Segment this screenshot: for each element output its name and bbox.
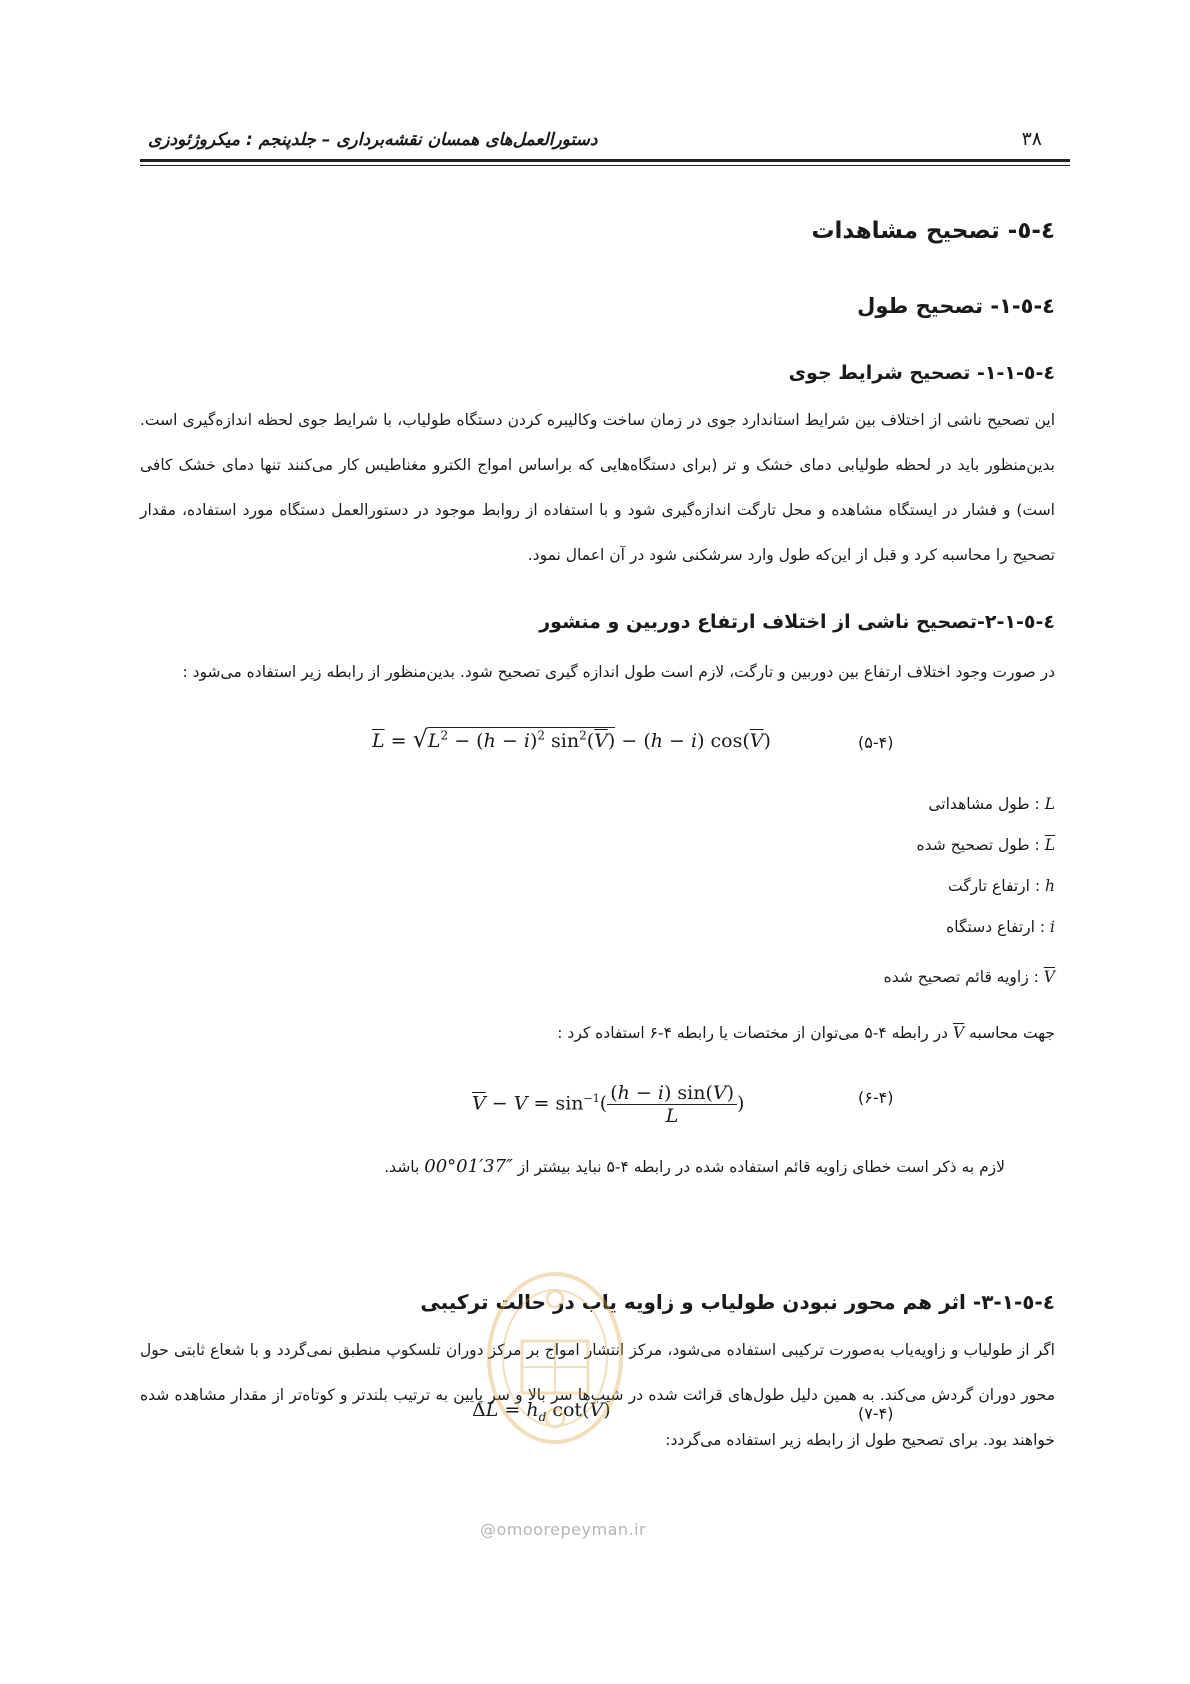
watermark-seal-icon — [480, 1263, 630, 1453]
definition-h: h : ارتفاع تارگت — [947, 877, 1055, 895]
definition-i: i : ارتفاع دستگاه — [946, 918, 1055, 936]
at-icon: @ — [480, 1520, 497, 1539]
page-number: ۳۸ — [1021, 128, 1042, 150]
equation-number: (۷-۴) — [858, 1404, 894, 1423]
subsubsection-heading-atmospheric: ٤-٥-١-١- تصحیح شرایط جوی — [788, 362, 1055, 384]
section-heading: ٤-٥- تصحیح مشاهدات — [811, 218, 1055, 244]
equation-7-4: $\Delta L = h_d$ cot(V) — [472, 1399, 611, 1424]
header-rule-thick — [140, 159, 1070, 162]
paragraph-height-difference: در صورت وجود اختلاف ارتفاع بین دوربین و تارگت، لازم است طول اندازه گیری تصحیح شود. بدین‌منظور از رابطه زیر استفاده می‌شود : — [182, 663, 1055, 681]
definition-V-bar: V : زاویه قائم تصحیح شده — [883, 968, 1055, 986]
equation-5-4: $\overline{L} = √L^2 - (h - i)^2$ $\sin^2(\overline{V}) - (h - i)$ $\cos(\overline{V})$ — [372, 725, 771, 753]
definition-L-bar: L : طول تصحیح شده — [916, 836, 1055, 854]
subsection-heading-length-correction: ٤-٥-١- تصحیح طول — [857, 294, 1055, 318]
watermark-text: @omoorepeyman.ir — [480, 1520, 647, 1539]
subsubsection-heading-height-difference: ٤-٥-١-٢-تصحیح ناشی از اختلاف ارتفاع دوربین و منشور — [539, 611, 1055, 633]
paragraph-eccentricity: اگر از طولیاب و زاویه‌یاب به‌صورت ترکیبی استفاده می‌شود، مرکز انتشار امواج بر مرکز دوران تلسکوپ منطبق نمی‌گردد و با شعاع ثابتی حول محور دوران گردش می‌کند. به همین دلیل طول‌های قرائت شده در شیب‌ها سر بالا و سر پایین به ترتیب بلندتر و کوتاه‌تر از مقدار مشاهده شده خواهند بود. برای تصحیح طول از رابطه زیر استفاده می‌گردد: — [140, 1341, 1055, 1449]
equation-number: (۶-۴) — [858, 1088, 894, 1107]
definition-L: L : طول مشاهداتی — [928, 795, 1055, 813]
angle-tolerance-note: لازم به ذکر است خطای زاویه قائم استفاده شده در رابطه ۴-۵ نباید بیشتر از 00°01′37″ باشد. — [384, 1156, 1005, 1177]
paragraph-atmospheric-correction: این تصحیح ناشی از اختلاف بین شرایط استاندارد جوی در زمان ساخت وکالیبره کردن دستگاه طولیاب، با شرایط جوی لحظه اندازه‌گیری است. بدین‌منظور باید در لحظه طولیابی دمای خشک و تر (برای دستگاه‌هایی که براساس امواج الکترو مغناطیس کار می‌کنند تنها دمای خشک کافی است) و فشار در ایستگاه مشاهده و محل تارگت اندازه‌گیری شود و با استفاده از روابط موجود در دستورالعمل دستگاه مورد استفاده، مقدار تصحیح را محاسبه کرد و قبل از این‌که طول وارد سرشکنی شود در آن اعمال نمود. — [140, 411, 1055, 564]
equation-6-4: $\overline{V} - V = \sin^{-1}$( $\frac{(h - i) \sin(V)}{L}$ ) — [472, 1082, 745, 1127]
header-rule-thin — [140, 165, 1070, 166]
equation-number: (۵-۴) — [858, 733, 894, 752]
running-header-title: دستورالعمل‌های همسان نقشه‌برداری – جلدپنجم : میکروژئودزی — [148, 130, 598, 150]
subsubsection-heading-eccentricity: ٤-٥-١-٣- اثر هم محور نبودن طولیاب و زاویه یاب در حالت ترکیبی — [420, 1290, 1055, 1314]
calc-instruction: جهت محاسبه V در رابطه ۴-۵ می‌توان از مختصات یا رابطه ۴-۶ استفاده کرد : — [557, 1024, 1055, 1042]
